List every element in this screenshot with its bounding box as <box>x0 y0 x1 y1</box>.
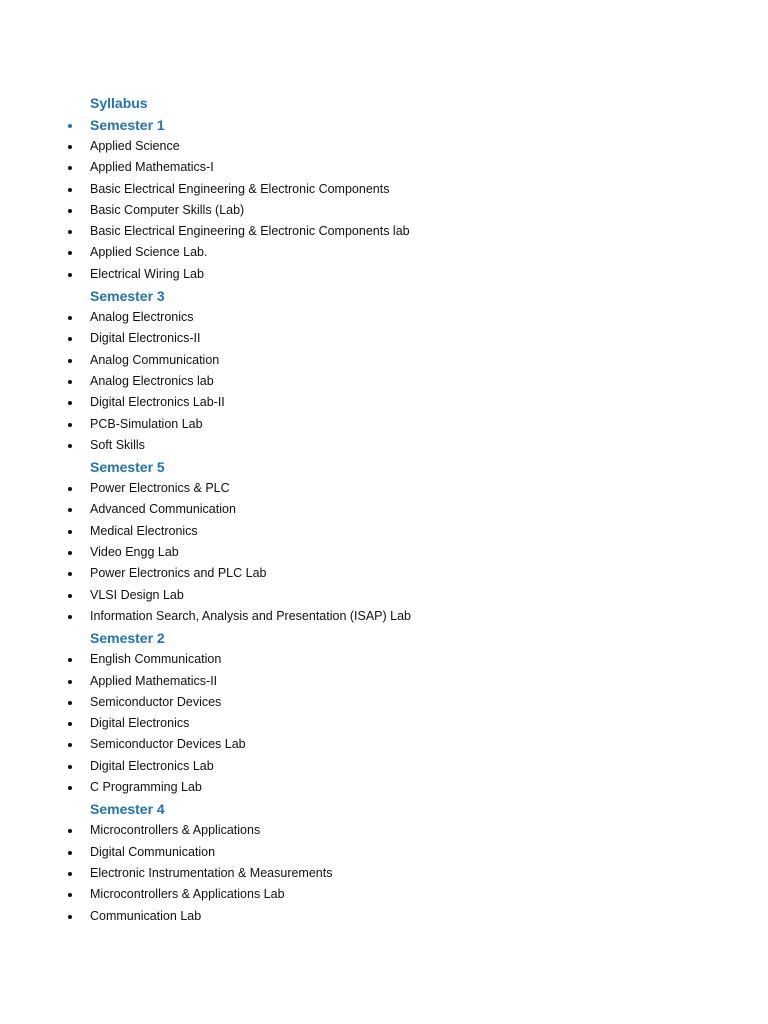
list-item: Applied Mathematics-II <box>0 671 768 692</box>
list-item: Analog Electronics lab <box>0 371 768 392</box>
semester-heading: Semester 4 <box>90 801 165 818</box>
list-item: Electrical Wiring Lab <box>0 264 768 285</box>
list-item: Digital Electronics Lab-II <box>0 392 768 413</box>
list-item: Digital Electronics Lab <box>0 756 768 777</box>
semester-heading: Semester 1 <box>0 114 768 136</box>
list-item: Basic Electrical Engineering & Electronic Components <box>0 179 768 200</box>
list-item: Basic Electrical Engineering & Electronic Components lab <box>0 221 768 242</box>
semester-section <box>0 798 768 926</box>
semester-heading: Semester 2 <box>90 630 165 647</box>
list-item: Digital Electronics-II <box>0 328 768 349</box>
page-title: Syllabus <box>90 95 148 111</box>
list-item: Analog Electronics <box>0 307 768 328</box>
list-item: VLSI Design Lab <box>0 585 768 606</box>
list-item: Microcontrollers & Applications <box>0 820 768 841</box>
list-item: Power Electronics & PLC <box>0 478 768 499</box>
list-item: Communication Lab <box>0 906 768 927</box>
list-item: Analog Communication <box>0 350 768 371</box>
semester-section <box>0 627 768 798</box>
syllabus-document <box>0 92 768 927</box>
list-item: Information Search, Analysis and Presentation (ISAP) Lab <box>0 606 768 627</box>
list-item: Microcontrollers & Applications Lab <box>0 884 768 905</box>
semester-section <box>0 114 768 285</box>
list-item: Power Electronics and PLC Lab <box>0 563 768 584</box>
list-item: English Communication <box>0 649 768 670</box>
semester-heading: Semester 3 <box>90 288 165 305</box>
list-item: Digital Electronics <box>0 713 768 734</box>
list-item: Electronic Instrumentation & Measurements <box>0 863 768 884</box>
list-item: Advanced Communication <box>0 499 768 520</box>
list-item: Medical Electronics <box>0 521 768 542</box>
list-item: Video Engg Lab <box>0 542 768 563</box>
list-item: Basic Computer Skills (Lab) <box>0 200 768 221</box>
list-item: Semiconductor Devices Lab <box>0 734 768 755</box>
semester-section <box>0 456 768 627</box>
list-item: PCB-Simulation Lab <box>0 414 768 435</box>
list-item: C Programming Lab <box>0 777 768 798</box>
semester-section <box>0 285 768 456</box>
list-item: Applied Mathematics-I <box>0 157 768 178</box>
list-item: Digital Communication <box>0 842 768 863</box>
list-item: Soft Skills <box>0 435 768 456</box>
semester-heading: Semester 5 <box>90 459 165 476</box>
list-item: Applied Science <box>0 136 768 157</box>
list-item: Applied Science Lab. <box>0 242 768 263</box>
list-item: Semiconductor Devices <box>0 692 768 713</box>
